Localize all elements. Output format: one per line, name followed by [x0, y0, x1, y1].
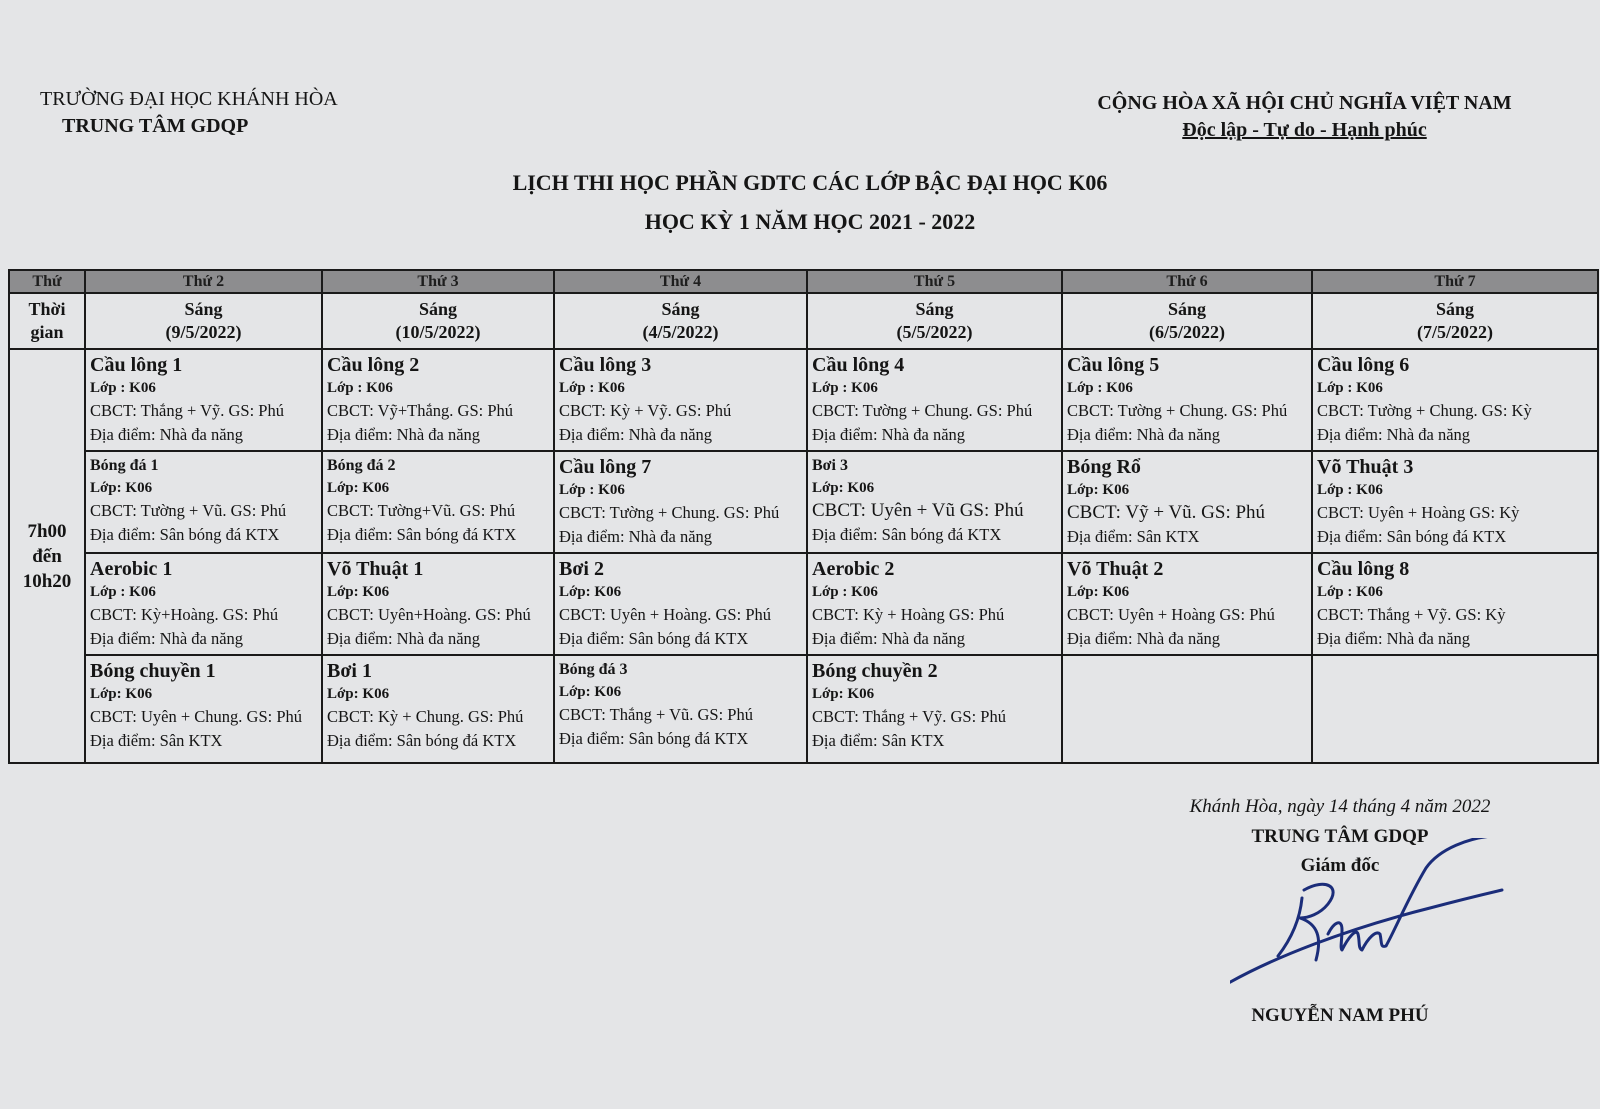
header-left: [40, 86, 338, 140]
location: Địa điểm: Sân KTX: [1067, 527, 1200, 546]
class-label: Lớp : K06: [559, 482, 625, 498]
exam-cell: [807, 451, 1062, 553]
time-slot: [9, 349, 85, 763]
course-name: Aerobic 1: [90, 558, 173, 580]
corner-time-label: [9, 293, 85, 349]
time-label-2: gian: [30, 322, 64, 342]
day-header: Thứ 3: [322, 270, 554, 293]
course-name: Bóng chuyền 1: [90, 660, 216, 682]
class-label: Lớp : K06: [327, 380, 393, 396]
day-header: Thứ 6: [1062, 270, 1312, 293]
motto: Độc lập - Tự do - Hạnh phúc: [1182, 119, 1427, 141]
proctors: CBCT: Thắng + Vỹ. GS: Phú: [90, 401, 284, 420]
course-name: Bóng đá 1: [90, 457, 159, 474]
exam-cell: [807, 349, 1062, 451]
class-label: Lớp: K06: [812, 686, 875, 702]
course-name: Cầu lông 3: [559, 354, 652, 376]
day-header: Thứ 5: [807, 270, 1062, 293]
session-date: (7/5/2022): [1417, 322, 1493, 342]
course-name: Võ Thuật 3: [1317, 456, 1414, 478]
empty-cell: [1062, 655, 1312, 763]
session-header: [322, 293, 554, 349]
exam-cell: [85, 451, 322, 553]
day-header: Thứ 7: [1312, 270, 1598, 293]
exam-cell: [1312, 451, 1598, 553]
exam-cell: [554, 655, 807, 763]
course-name: Bơi 2: [559, 558, 604, 580]
proctors: CBCT: Kỳ + Hoàng GS: Phú: [812, 605, 1005, 624]
exam-cell: [554, 553, 807, 655]
corner-day-label: Thứ: [9, 270, 85, 293]
proctors: CBCT: Vỹ + Vũ. GS: Phú: [1067, 502, 1266, 523]
location: Địa điểm: Nhà đa năng: [90, 425, 244, 444]
location: Địa điểm: Nhà đa năng: [1067, 629, 1221, 648]
doc-title: LỊCH THI HỌC PHẦN GDTC CÁC LỚP BẬC ĐẠI HỌC K06: [512, 170, 1108, 195]
location: Địa điểm: Sân bóng đá KTX: [327, 731, 517, 750]
exam-schedule-table: [8, 269, 1599, 764]
proctors: CBCT: Uyên+Hoàng. GS: Phú: [327, 605, 531, 624]
course-name: Võ Thuật 2: [1067, 558, 1164, 580]
class-label: Lớp: K06: [327, 686, 390, 702]
exam-cell: [1062, 553, 1312, 655]
location: Địa điểm: Nhà đa năng: [559, 425, 713, 444]
class-label: Lớp : K06: [1317, 482, 1383, 498]
proctors: CBCT: Thắng + Vũ. GS: Phú: [559, 705, 753, 724]
signature-icon: [1230, 838, 1530, 998]
session-label: Sáng: [915, 299, 954, 319]
location: Địa điểm: Nhà đa năng: [812, 425, 966, 444]
course-name: Bóng Rổ: [1067, 456, 1141, 478]
proctors: CBCT: Uyên + Chung. GS: Phú: [90, 707, 303, 726]
course-name: Võ Thuật 1: [327, 558, 424, 580]
session-header: [807, 293, 1062, 349]
session-date: (9/5/2022): [165, 322, 242, 342]
exam-cell: [554, 451, 807, 553]
class-label: Lớp : K06: [1067, 380, 1133, 396]
proctors: CBCT: Uyên + Hoàng. GS: Phú: [559, 605, 771, 624]
course-name: Bơi 3: [812, 457, 848, 474]
course-name: Cầu lông 1: [90, 354, 183, 376]
class-label: Lớp : K06: [1317, 380, 1383, 396]
day-header: Thứ 4: [554, 270, 807, 293]
header-right: [1052, 90, 1557, 144]
empty-cell: [1312, 655, 1598, 763]
class-label: Lớp: K06: [327, 480, 390, 496]
proctors: CBCT: Kỳ + Vỹ. GS: Phú: [559, 401, 732, 420]
class-label: Lớp: K06: [812, 480, 875, 496]
location: Địa điểm: Nhà đa năng: [1067, 425, 1221, 444]
exam-cell: [85, 553, 322, 655]
proctors: CBCT: Kỳ + Chung. GS: Phú: [327, 707, 524, 726]
location: Địa điểm: Sân bóng đá KTX: [812, 525, 1002, 544]
school-name: TRƯỜNG ĐẠI HỌC KHÁNH HÒA: [40, 88, 338, 110]
schedule-row: [9, 349, 1598, 451]
course-name: Cầu lông 6: [1317, 354, 1410, 376]
location: Địa điểm: Sân bóng đá KTX: [559, 729, 749, 748]
exam-cell: [1312, 553, 1598, 655]
issue-date: Khánh Hòa, ngày 14 tháng 4 năm 2022: [1189, 796, 1491, 817]
session-header: [1062, 293, 1312, 349]
course-name: Cầu lông 4: [812, 354, 905, 376]
class-label: Lớp : K06: [812, 584, 878, 600]
location: Địa điểm: Sân bóng đá KTX: [1317, 527, 1507, 546]
course-name: Cầu lông 2: [327, 354, 420, 376]
exam-cell: [1062, 349, 1312, 451]
session-header-row: [9, 293, 1598, 349]
session-label: Sáng: [418, 299, 458, 319]
signing-organization: TRUNG TÂM GDQP: [1251, 826, 1429, 847]
location: Địa điểm: Nhà đa năng: [1317, 425, 1471, 444]
session-date: (6/5/2022): [1149, 322, 1225, 342]
proctors: CBCT: Tường + Chung. GS: Kỳ: [1317, 401, 1532, 420]
exam-cell: [322, 553, 554, 655]
session-header: [1312, 293, 1598, 349]
location: Địa điểm: Sân bóng đá KTX: [559, 629, 749, 648]
signer-name: NGUYỄN NAM PHÚ: [1251, 1005, 1429, 1026]
day-header-row: [9, 270, 1598, 293]
signer-position: Giám đốc: [1300, 855, 1380, 876]
proctors: CBCT: Tường + Chung. GS: Phú: [559, 503, 780, 522]
doc-subtitle: HỌC KỲ 1 NĂM HỌC 2021 - 2022: [644, 209, 976, 234]
proctors: CBCT: Tường+Vũ. GS: Phú: [327, 501, 516, 520]
proctors: CBCT: Vỹ+Thắng. GS: Phú: [327, 401, 514, 420]
session-label: Sáng: [1435, 299, 1475, 319]
time-to: đến: [32, 545, 62, 567]
time-end: 10h20: [22, 570, 72, 592]
class-label: Lớp : K06: [559, 380, 625, 396]
course-name: Bóng chuyền 2: [812, 660, 938, 682]
course-name: Cầu lông 5: [1067, 354, 1160, 376]
day-header: Thứ 2: [85, 270, 322, 293]
session-label: Sáng: [1167, 299, 1207, 319]
exam-cell: [322, 451, 554, 553]
proctors: CBCT: Kỳ+Hoàng. GS: Phú: [90, 605, 279, 624]
class-label: Lớp: K06: [1067, 482, 1130, 498]
course-name: Aerobic 2: [812, 558, 895, 580]
schedule-row: [9, 553, 1598, 655]
exam-cell: [85, 655, 322, 763]
class-label: Lớp : K06: [90, 380, 156, 396]
proctors: CBCT: Uyên + Hoàng GS: Phú: [1067, 605, 1275, 624]
class-label: Lớp: K06: [559, 684, 622, 700]
time-label-1: Thời: [28, 299, 66, 319]
center-name: TRUNG TÂM GDQP: [62, 115, 249, 137]
proctors: CBCT: Uyên + Hoàng GS: Kỳ: [1317, 503, 1520, 522]
location: Địa điểm: Nhà đa năng: [559, 527, 713, 546]
class-label: Lớp: K06: [1067, 584, 1130, 600]
course-name: Cầu lông 7: [559, 456, 652, 478]
class-label: Lớp: K06: [559, 584, 622, 600]
exam-cell: [554, 349, 807, 451]
course-name: Bóng đá 3: [559, 661, 628, 678]
session-date: (5/5/2022): [896, 322, 973, 342]
proctors: CBCT: Thắng + Vỹ. GS: Kỳ: [1317, 605, 1506, 624]
exam-cell: [322, 655, 554, 763]
exam-cell: [807, 655, 1062, 763]
location: Địa điểm: Nhà đa năng: [812, 629, 966, 648]
proctors: CBCT: Thắng + Vỹ. GS: Phú: [812, 707, 1006, 726]
location: Địa điểm: Sân KTX: [812, 731, 945, 750]
session-label: Sáng: [661, 299, 700, 319]
location: Địa điểm: Nhà đa năng: [327, 629, 481, 648]
session-date: (10/5/2022): [395, 322, 481, 342]
class-label: Lớp: K06: [327, 584, 390, 600]
location: Địa điểm: Nhà đa năng: [90, 629, 244, 648]
location: Địa điểm: Nhà đa năng: [1317, 629, 1471, 648]
exam-cell: [807, 553, 1062, 655]
proctors: CBCT: Tường + Chung. GS: Phú: [1067, 401, 1288, 420]
session-label: Sáng: [184, 299, 223, 319]
time-start: 7h00: [27, 520, 67, 542]
schedule-row: [9, 451, 1598, 553]
class-label: Lớp : K06: [812, 380, 878, 396]
schedule-row: [9, 655, 1598, 763]
session-header: [85, 293, 322, 349]
proctors: CBCT: Uyên + Vũ GS: Phú: [812, 500, 1024, 521]
country-name: CỘNG HÒA XÃ HỘI CHỦ NGHĨA VIỆT NAM: [1097, 92, 1512, 114]
location: Địa điểm: Sân bóng đá KTX: [327, 525, 517, 544]
class-label: Lớp : K06: [90, 584, 156, 600]
exam-cell: [1062, 451, 1312, 553]
location: Địa điểm: Sân KTX: [90, 731, 223, 750]
course-name: Bơi 1: [327, 660, 372, 682]
class-label: Lớp: K06: [90, 480, 153, 496]
course-name: Bóng đá 2: [327, 457, 396, 474]
exam-cell: [1312, 349, 1598, 451]
class-label: Lớp: K06: [90, 686, 153, 702]
location: Địa điểm: Sân bóng đá KTX: [90, 525, 280, 544]
exam-cell: [85, 349, 322, 451]
session-date: (4/5/2022): [642, 322, 719, 342]
session-header: [554, 293, 807, 349]
exam-cell: [322, 349, 554, 451]
course-name: Cầu lông 8: [1317, 558, 1410, 580]
proctors: CBCT: Tường + Chung. GS: Phú: [812, 401, 1033, 420]
class-label: Lớp : K06: [1317, 584, 1383, 600]
proctors: CBCT: Tường + Vũ. GS: Phú: [90, 501, 287, 520]
location: Địa điểm: Nhà đa năng: [327, 425, 481, 444]
